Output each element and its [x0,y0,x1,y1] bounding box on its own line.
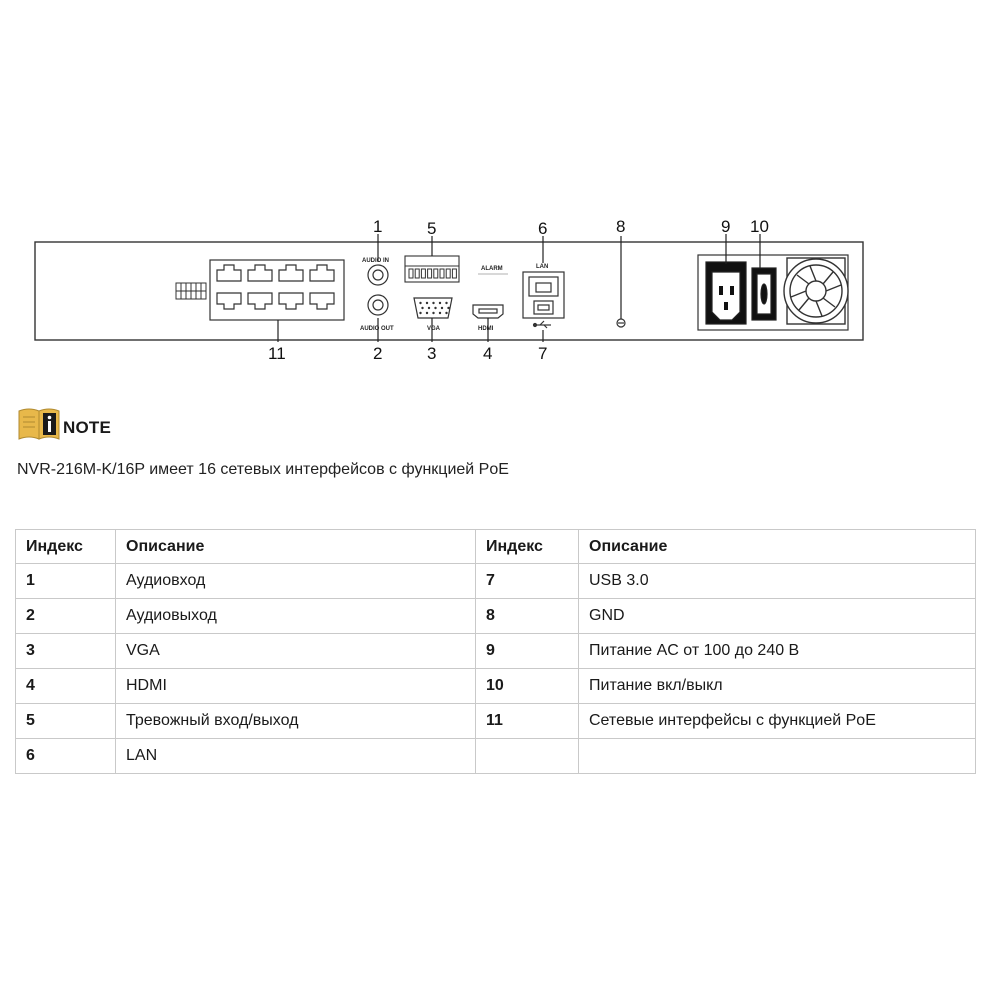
audio-in-label: AUDIO IN [362,258,389,264]
table-cell: 5 [16,704,116,739]
table-row [16,739,976,774]
table-cell: Аудиовход [116,564,476,599]
audio-jacks [368,265,388,315]
table-cell: Тревожный вход/выход [116,704,476,739]
hdmi-port [473,305,503,318]
table-row [16,669,976,704]
alarm-pin [428,269,432,278]
alarm-pin [440,269,444,278]
callout-1: 1 [373,217,383,236]
rear-panel-diagram [0,0,1000,380]
table-row [16,704,976,739]
vga-pin [432,302,434,304]
vga-pin [426,312,428,314]
alarm-pin [421,269,425,278]
ports-table [15,529,976,774]
header-index-2: Индекс [476,530,579,564]
lan-usb-block [523,272,564,318]
vga-port [414,298,452,318]
note-heading [17,405,111,441]
note-text: NVR-216M-K/16P имеет 16 сетевых интерфейсов с функцией PoE [17,461,509,478]
gnd-terminal [617,319,625,327]
ac-inlet [706,262,746,324]
callout-10: 10 [750,217,769,236]
table-cell: 1 [16,564,116,599]
vga-pin [439,312,441,314]
header-desc-2: Описание [579,530,976,564]
vga-pin [432,312,434,314]
table-cell: 8 [476,599,579,634]
table-cell: HDMI [116,669,476,704]
callout-6: 6 [538,219,548,238]
table-row [16,599,976,634]
alarm-pin [415,269,419,278]
audio-out-label: AUDIO OUT [360,326,394,332]
poe-ports-block [210,260,344,320]
power-switch [752,268,776,320]
table-cell: Питание AC от 100 до 240 В [579,634,976,669]
vga-pin [434,307,436,309]
table-cell: USB 3.0 [579,564,976,599]
table-cell: 4 [16,669,116,704]
alarm-pin [434,269,438,278]
vga-pin [426,302,428,304]
alarm-pin [409,269,413,278]
vga-label: VGA [427,326,441,332]
vga-pin [419,302,421,304]
callout-2: 2 [373,344,383,363]
table-cell: GND [579,599,976,634]
table-cell: 3 [16,634,116,669]
callout-4: 4 [483,344,493,363]
vga-pin [441,307,443,309]
table-cell: Сетевые интерфейсы с функцией PoE [579,704,976,739]
header-index-1: Индекс [16,530,116,564]
vga-pin [421,307,423,309]
vga-pin [445,302,447,304]
callout-leaders [278,234,760,342]
alarm-label: ALARM [481,266,503,272]
callout-9: 9 [721,217,731,236]
fan-icon [784,258,848,324]
callout-3: 3 [427,344,437,363]
lan-label: LAN [536,264,549,270]
vga-pin [445,312,447,314]
vga-pin [447,307,449,309]
vga-pin [428,307,430,309]
table-header-row [16,530,976,564]
table-cell: VGA [116,634,476,669]
table-cell: LAN [116,739,476,774]
vga-pin [419,312,421,314]
table-cell: 11 [476,704,579,739]
table-row [16,564,976,599]
table-cell [476,739,579,774]
table-cell: 2 [16,599,116,634]
table-cell: 9 [476,634,579,669]
callout-11: 11 [268,344,286,363]
usb-icon [534,321,552,328]
hdmi-label: HDMI [478,326,494,332]
vga-pin [439,302,441,304]
table-cell: Аудиовыход [116,599,476,634]
callout-5: 5 [427,219,437,238]
table-cell: 6 [16,739,116,774]
note-label: NOTE [63,418,112,437]
header-desc-1: Описание [116,530,476,564]
alarm-pin [446,269,450,278]
table-row [16,634,976,669]
info-book-icon [17,405,61,441]
table-cell: Питание вкл/выкл [579,669,976,704]
table-cell: 10 [476,669,579,704]
table-cell [579,739,976,774]
table-cell: 7 [476,564,579,599]
callout-8: 8 [616,217,626,236]
callout-7: 7 [538,344,548,363]
vent-grille [176,283,206,299]
alarm-pin [452,269,456,278]
